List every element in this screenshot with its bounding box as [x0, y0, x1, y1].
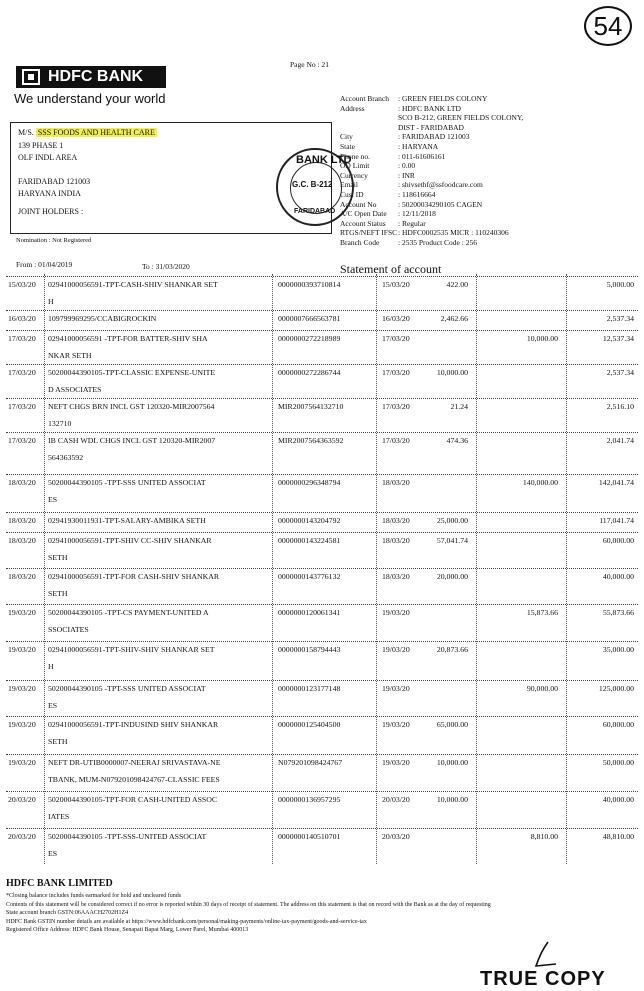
txn-reference: 0000000158794443	[278, 645, 341, 654]
txn-narration: 564363592	[48, 453, 84, 462]
txn-reference: 0000000143224581	[278, 536, 341, 545]
txn-value-date: 16/03/20	[382, 314, 410, 323]
bank-name: HDFC BANK	[48, 68, 144, 85]
txn-narration: SETH	[48, 553, 68, 562]
branch-info-label: Currency	[340, 170, 368, 180]
bank-tagline: We understand your world	[14, 91, 166, 106]
txn-reference: 0000000272218989	[278, 334, 341, 343]
txn-balance: 12,537.34	[602, 334, 634, 343]
table-row	[0, 280, 644, 310]
txn-narration: SETH	[48, 737, 68, 746]
address-line-3: FARIDABAD 121003	[18, 177, 91, 186]
txn-value-date: 17/03/20	[382, 368, 410, 377]
txn-narration: 50200044390105 -TPT-SSS UNITED ASSOCIAT	[48, 684, 206, 693]
txn-narration: IB CASH WDL CHGS INCL GST 120320-MIR2007	[48, 436, 216, 445]
txn-narration: NEFT DR-UTIB0000007-NEERAJ SRIVASTAVA-NE	[48, 758, 221, 767]
txn-reference: 0000000393710814	[278, 280, 341, 289]
row-separator	[6, 604, 638, 605]
txn-withdrawal: 10,000.00	[436, 368, 468, 377]
txn-withdrawal: 474.36	[446, 436, 468, 445]
txn-balance: 5,000.00	[606, 280, 634, 289]
row-separator	[6, 641, 638, 642]
txn-date: 20/03/20	[8, 795, 36, 804]
txn-value-date: 20/03/20	[382, 832, 410, 841]
table-row	[0, 436, 644, 466]
page-mark-number: 54	[593, 11, 623, 41]
row-separator	[6, 716, 638, 717]
stamp-top-text: BANK LTD	[296, 154, 352, 166]
row-separator	[6, 432, 638, 433]
txn-date: 18/03/20	[8, 536, 36, 545]
branch-info-label: Cust ID	[340, 190, 364, 199]
txn-value-date: 17/03/20	[382, 334, 410, 343]
branch-info-label: Account Status	[340, 218, 386, 228]
branch-info-label: Branch Code	[340, 238, 380, 247]
txn-balance: 2,537.34	[606, 314, 634, 323]
txn-deposit: 8,810.00	[530, 832, 558, 841]
txn-value-date: 18/03/20	[382, 536, 410, 545]
txn-balance: 55,873.66	[602, 608, 634, 617]
bank-logo	[16, 66, 166, 88]
txn-reference: 0000000120061341	[278, 608, 341, 617]
txn-narration: NKAR SETH	[48, 351, 92, 360]
branch-info-value: SCO B-212, GREEN FIELDS COLONY,	[398, 113, 524, 123]
txn-deposit: 15,873.66	[526, 608, 558, 617]
txn-value-date: 18/03/20	[382, 516, 410, 525]
footer-title: HDFC BANK LIMITED	[6, 878, 113, 889]
txn-balance: 125,000.00	[598, 684, 634, 693]
branch-info-value: : HDFC BANK LTD	[398, 103, 461, 113]
txn-balance: 2,516.10	[606, 402, 634, 411]
txn-value-date: 18/03/20	[382, 478, 410, 487]
txn-value-date: 19/03/20	[382, 608, 410, 617]
txn-date: 19/03/20	[8, 608, 36, 617]
txn-narration: 50200044390105-TPT-CLASSIC EXPENSE-UNITE	[48, 368, 216, 377]
table-row	[0, 572, 644, 602]
branch-info-label: RTGS/NEFT IFSC	[340, 228, 398, 238]
txn-narration: 50200044390105 -TPT-SSS-UNITED ASSOCIAT	[48, 832, 207, 841]
txn-narration: H	[48, 662, 54, 671]
txn-narration: 50200044390105 -TPT-CS PAYMENT-UNITED A	[48, 608, 209, 617]
txn-narration: 02941000056591-TPT-SHIV CC-SHIV SHANKAR	[48, 536, 212, 545]
txn-narration: 02941930011931-TPT-SALARY-AMBIKA SETH	[48, 516, 206, 525]
branch-info-value: : 118616664	[398, 190, 436, 199]
bank-stamp	[276, 148, 354, 226]
txn-withdrawal: 25,000.00	[436, 516, 468, 525]
txn-balance: 2,041.74	[606, 436, 634, 445]
row-separator	[6, 791, 638, 792]
txn-deposit: 90,000.00	[526, 684, 558, 693]
txn-narration: 02941000056591-TPT-SHIV-SHIV SHANKAR SET	[48, 645, 215, 654]
footer-line: HDFC Bank GSTIN number details are available at https://www.hdfcbank.com/personal/making-payments/online-tax-payment/goods-and-service-tax	[6, 918, 367, 925]
branch-info-value: : HDFC0002535 MICR : 110240306	[398, 228, 509, 238]
footer-line: Registered Office Address: HDFC Bank House, Senapati Bapat Marg, Lower Parel, Mumbai 400013	[6, 927, 249, 933]
row-separator	[6, 754, 638, 755]
txn-reference: 0000000272286744	[278, 368, 341, 377]
row-separator	[6, 474, 638, 475]
txn-value-date: 19/03/20	[382, 720, 410, 729]
txn-deposit: 10,000.00	[526, 334, 558, 343]
txn-withdrawal: 20,000.00	[436, 572, 468, 581]
branch-info-value: DIST - FARIDABAD	[398, 122, 464, 132]
txn-balance: 40,000.00	[602, 795, 634, 804]
txn-date: 17/03/20	[8, 334, 36, 343]
branch-info-label: Account Branch	[340, 94, 389, 103]
txn-withdrawal: 2,462.66	[440, 314, 468, 323]
branch-info-label: Phone no.	[340, 151, 370, 161]
address-line-4: HARYANA INDIA	[18, 189, 81, 198]
branch-info-label: Account No	[340, 199, 377, 209]
txn-withdrawal: 10,000.00	[436, 758, 468, 767]
table-row	[0, 720, 644, 750]
signature-mark	[526, 940, 566, 970]
txn-balance: 2,537.34	[606, 368, 634, 377]
txn-deposit: 140,000.00	[522, 478, 558, 487]
address-line-1: 139 PHASE 1	[18, 141, 64, 150]
table-row	[0, 795, 644, 825]
txn-date: 19/03/20	[8, 684, 36, 693]
branch-info-value: : 0.00	[398, 161, 416, 171]
txn-balance: 117,041.74	[599, 516, 634, 525]
txn-date: 15/03/20	[8, 280, 36, 289]
row-separator	[6, 364, 638, 365]
stamp-mid-text: G.C. B-212	[292, 180, 333, 189]
statement-title: Statement of account	[340, 262, 442, 276]
txn-narration: 132710	[48, 419, 72, 428]
txn-balance: 35,000.00	[602, 645, 634, 654]
customer-name	[18, 128, 157, 138]
txn-reference: 0000000296348794	[278, 478, 341, 487]
table-row	[0, 758, 644, 788]
txn-date: 18/03/20	[8, 478, 36, 487]
period-to: To : 31/03/2020	[142, 262, 190, 271]
branch-info-label: A/C Open Date	[340, 209, 387, 219]
branch-info-label: State	[340, 142, 355, 151]
txn-narration: ES	[48, 495, 58, 504]
txn-date: 16/03/20	[8, 314, 36, 323]
footer-line: Contents of this statement will be considered correct if no error is reported within 30 days of receipt of statement. The address on this statement is that on record with the Bank as at the day of requesting	[6, 901, 491, 908]
txn-narration: SSOCIATES	[48, 625, 89, 634]
txn-value-date: 20/03/20	[382, 795, 410, 804]
txn-withdrawal: 57,041.74	[436, 536, 468, 545]
txn-date: 18/03/20	[8, 572, 36, 581]
txn-withdrawal: 422.00	[446, 280, 468, 289]
txn-reference: 0000007666563781	[278, 314, 341, 323]
txn-date: 19/03/20	[8, 645, 36, 654]
txn-withdrawal: 10,000.00	[436, 795, 468, 804]
branch-info-label: Email	[340, 180, 358, 190]
txn-narration: 50200044390105 -TPT-SSS UNITED ASSOCIAT	[48, 478, 206, 487]
table-row	[0, 478, 644, 508]
page-mark-circle	[584, 6, 632, 46]
page-number: Page No : 21	[290, 60, 329, 69]
txn-narration: SETH	[48, 589, 68, 598]
txn-value-date: 19/03/20	[382, 758, 410, 767]
footer-line: State account branch GSTN:06AAACH2702H1Z4	[6, 910, 129, 916]
txn-balance: 50,000.00	[602, 758, 634, 767]
txn-narration: NEFT CHGS BRN INCL GST 120320-MIR2007564	[48, 402, 215, 411]
txn-date: 17/03/20	[8, 402, 36, 411]
txn-value-date: 17/03/20	[382, 402, 410, 411]
customer-name-text: SSS FOODS AND HEALTH CARE	[37, 128, 155, 137]
branch-info-value: : shivsethf@ssfoodcare.com	[398, 180, 483, 190]
txn-narration: 02941000056591-TPT-FOR CASH-SHIV SHANKAR	[48, 572, 220, 581]
txn-narration: TBANK, MUM-N079201098424767-CLASSIC FEES	[48, 775, 220, 784]
row-separator	[6, 828, 638, 829]
branch-info-label: OD Limit	[340, 161, 370, 171]
txn-date: 20/03/20	[8, 832, 36, 841]
txn-balance: 60,000.00	[602, 720, 634, 729]
row-separator	[6, 310, 638, 311]
row-separator	[6, 568, 638, 569]
branch-info-value: : 011-61606161	[398, 151, 446, 161]
branch-info-value: : GREEN FIELDS COLONY	[398, 94, 488, 103]
row-separator	[6, 276, 638, 277]
txn-narration: 02941000056591 -TPT-FOR BATTER-SHIV SHA	[48, 334, 208, 343]
customer-prefix: M/S.	[18, 128, 34, 137]
table-row	[0, 334, 644, 364]
txn-narration: 02941000056591-TPT-INDUSIND SHIV SHANKAR	[48, 720, 219, 729]
table-row	[0, 608, 644, 638]
row-separator	[6, 532, 638, 533]
txn-narration: 02941000056591-TPT-CASH-SHIV SHANKAR SET	[48, 280, 218, 289]
address-line-2: OLF INDL AREA	[18, 153, 78, 162]
branch-info-value: : FARIDABAD 121003	[398, 132, 470, 142]
txn-withdrawal: 20,873.66	[436, 645, 468, 654]
txn-narration: ES	[48, 849, 58, 858]
txn-narration: IATES	[48, 812, 70, 821]
txn-date: 19/03/20	[8, 758, 36, 767]
txn-narration: ES	[48, 701, 58, 710]
txn-withdrawal: 21.24	[450, 402, 468, 411]
txn-reference: MIR2007564132710	[278, 402, 344, 411]
period-from: From : 01/04/2019	[16, 260, 73, 269]
branch-info-label: Address	[340, 103, 365, 113]
footer-line: *Closing balance includes funds earmarked for hold and uncleared funds	[6, 893, 182, 899]
branch-info-value: : Regular	[398, 218, 426, 228]
branch-info-value: : 12/11/2018	[398, 209, 436, 219]
row-separator	[6, 330, 638, 331]
txn-narration: D ASSOCIATES	[48, 385, 102, 394]
txn-withdrawal: 65,000.00	[436, 720, 468, 729]
txn-value-date: 19/03/20	[382, 645, 410, 654]
branch-info-value: : 50200034290105 CAGEN	[398, 199, 483, 209]
row-separator	[6, 398, 638, 399]
txn-reference: 0000000123177148	[278, 684, 341, 693]
branch-info-value: : 2535 Product Code : 256	[398, 238, 477, 247]
txn-date: 18/03/20	[8, 516, 36, 525]
txn-value-date: 18/03/20	[382, 572, 410, 581]
txn-date: 17/03/20	[8, 368, 36, 377]
hdfc-logo-icon	[22, 69, 40, 85]
txn-reference: 0000000125404500	[278, 720, 341, 729]
txn-balance: 40,000.00	[602, 572, 634, 581]
txn-value-date: 15/03/20	[382, 280, 410, 289]
txn-reference: 0000000140510701	[278, 832, 341, 841]
txn-reference: 0000000143776132	[278, 572, 341, 581]
txn-balance: 142,041.74	[598, 478, 634, 487]
txn-reference: 0000000136957295	[278, 795, 341, 804]
table-row	[0, 684, 644, 714]
row-separator	[6, 512, 638, 513]
txn-value-date: 17/03/20	[382, 436, 410, 445]
joint-holders: JOINT HOLDERS :	[18, 207, 84, 216]
stamp-bottom-text: FARIDABAD	[294, 208, 336, 215]
true-copy-mark: TRUE COPY	[480, 968, 606, 990]
branch-info-label: City	[340, 132, 353, 142]
txn-value-date: 19/03/20	[382, 684, 410, 693]
branch-info-value: : HARYANA	[398, 142, 439, 151]
branch-info-value: : INR	[398, 170, 415, 180]
table-row	[0, 832, 644, 862]
txn-narration: 50200044390105-TPT-FOR CASH-UNITED ASSOC	[48, 795, 218, 804]
table-row	[0, 536, 644, 566]
txn-reference: N079201098424767	[278, 758, 343, 767]
txn-narration: H	[48, 297, 54, 306]
row-separator	[6, 680, 638, 681]
txn-reference: MIR2007564363592	[278, 436, 344, 445]
table-row	[0, 368, 644, 398]
table-row	[0, 402, 644, 432]
txn-date: 17/03/20	[8, 436, 36, 445]
txn-reference: 0000000143204792	[278, 516, 341, 525]
nomination: Nomination : Not Registered	[16, 237, 92, 244]
table-row	[0, 645, 644, 675]
txn-narration: 109799969295/CCABIGROCKIN	[48, 314, 157, 323]
txn-balance: 48,810.00	[602, 832, 634, 841]
txn-date: 19/03/20	[8, 720, 36, 729]
txn-balance: 60,000.00	[602, 536, 634, 545]
